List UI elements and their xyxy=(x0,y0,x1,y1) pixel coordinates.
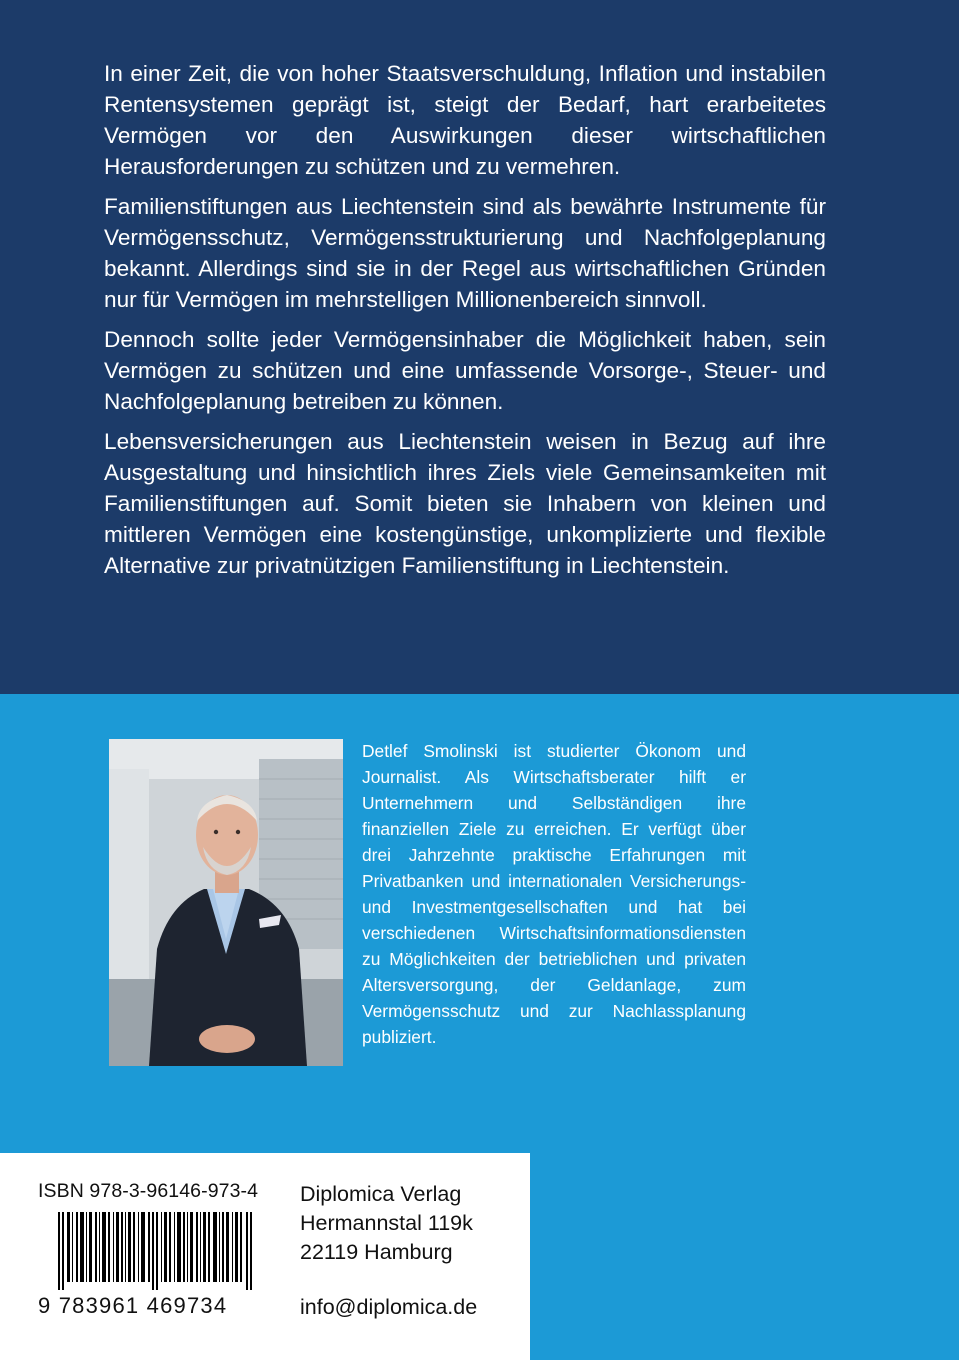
author-photo xyxy=(109,739,343,1066)
back-cover-blurb xyxy=(104,58,826,590)
publisher-address xyxy=(300,1180,473,1267)
isbn-barcode xyxy=(58,1212,254,1290)
barcode-number: 9 783961 469734 xyxy=(38,1293,228,1318)
publisher-email[interactable]: info@diplomica.de xyxy=(300,1295,478,1319)
blurb-paragraph-1: In einer Zeit, die von hoher Staatsverschuldung, Inflation und instabilen Rentensystemen geprägt ist, steigt der Bedarf, hart erarbeitetes Vermögen vor den Auswirkungen dieser wirtschaftlichen Herausforderungen zu schützen und zu vermehren. xyxy=(104,61,826,179)
publisher-name: Diplomica Verlag xyxy=(300,1182,462,1206)
blurb-paragraph-2: Familienstiftungen aus Liechtenstein sind als bewährte Instrumente für Vermögensschutz, Vermögensstrukturierung und Nachfolgeplanung bekannt. Allerdings sind sie in der Regel aus wirtschaftlichen Gründen nur für Vermögen im mehrstelligen Millionenbereich sinnvoll. xyxy=(104,194,826,312)
isbn-label: ISBN 978-3-96146-973-4 xyxy=(38,1180,259,1202)
publisher-city: 22119 Hamburg xyxy=(300,1240,453,1264)
publisher-street: Hermannstal 119k xyxy=(300,1211,473,1235)
blurb-paragraph-3: Dennoch sollte jeder Vermögensinhaber die Möglichkeit haben, sein Vermögen zu schützen und eine umfassende Vorsorge-, Steuer- und Nachfolgeplanung betreiben zu können. xyxy=(104,327,826,414)
blurb-paragraph-4: Lebensversicherungen aus Liechtenstein weisen in Bezug auf ihre Ausgestaltung und hinsichtlich ihres Ziels viele Gemeinsamkeiten mit Familienstiftungen auf. Somit bieten sie Inhabern von kleinen und mittleren Vermögen eine kostengünstige, unkomplizierte und flexible Alternative zur privatnützigen Familienstiftung in Liechtenstein. xyxy=(104,429,826,578)
author-bio: Detlef Smolinski ist studierter Ökonom und Journalist. Als Wirtschaftsberater hilft er Unternehmern und Selbständigen ihre finanziellen Ziele zu erreichen. Er verfügt über drei Jahrzehnte praktische Erfahrungen mit Privatbanken und internationalen Versicherungs- und Investmentgesellschaften und hat bei verschiedenen Wirtschaftsinformationsdiensten zu Möglichkeiten der betrieblichen und privaten Altersversorgung, der Geldanlage, zum Vermögensschutz und zur Nachlassplanung publiziert. xyxy=(362,741,746,1047)
